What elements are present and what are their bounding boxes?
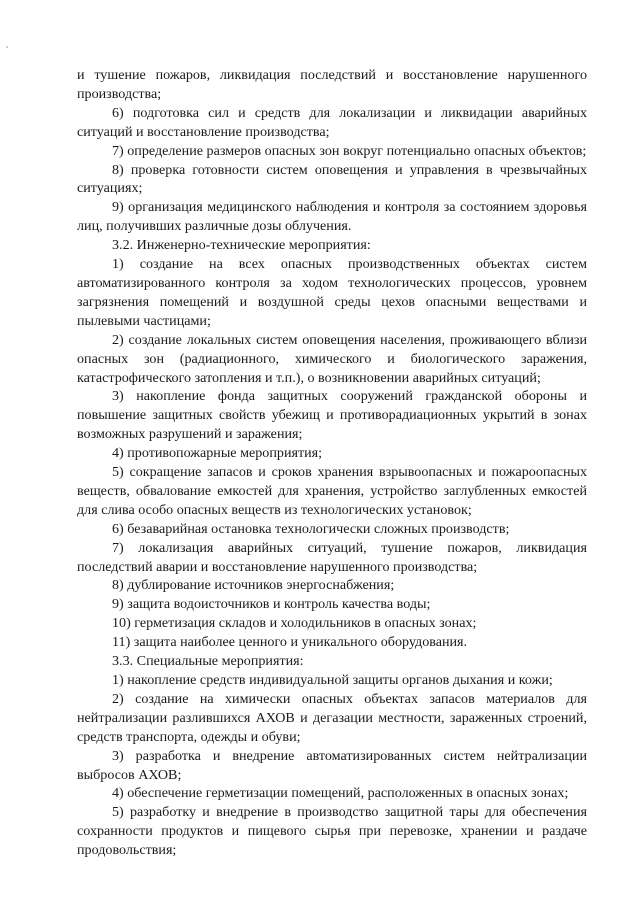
scan-artifact (6, 46, 8, 48)
paragraph-item: 2) создание на химически опасных объектах запасов материалов для нейтрализации разлившихся АХОВ и дегазации местности, зараженных строений, средств транспорта, одежды и обуви; (77, 690, 587, 745)
paragraph-item: 7) локализация аварийных ситуаций, тушение пожаров, ликвидация последствий аварии и восстановление нарушенного производства; (77, 539, 587, 575)
paragraph-item: 1) накопление средств индивидуальной защиты органов дыхания и кожи; (112, 672, 553, 688)
paragraph-item: 8) проверка готовности систем оповещения и управления в чрезвычайных ситуациях; (77, 161, 587, 197)
paragraph-continuation: и тушение пожаров, ликвидация последствий и восстановление нарушенного производства; (77, 67, 587, 102)
paragraph-item: 11) защита наиболее ценного и уникального оборудования. (112, 634, 468, 651)
section-heading: 3.3. Специальные мероприятия: (112, 653, 304, 670)
document-body (77, 66, 587, 860)
paragraph-item: 4) противопожарные мероприятия; (112, 445, 323, 462)
paragraph-item: 3) разработка и внедрение автоматизированных систем нейтрализации выбросов АХОВ; (77, 747, 587, 783)
paragraph-item: 4) обеспечение герметизации помещений, расположенных в опасных зонах; (112, 785, 569, 802)
paragraph-item: 10) герметизация складов и холодильников в опасных зонах; (112, 615, 477, 632)
paragraph-item: 8) дублирование источников энергоснабжения; (112, 577, 395, 594)
paragraph-item: 5) сокращение запасов и сроков хранения взрывоопасных и пожароопасных веществ, обвалование емкостей для хранения, устройство заглубленных емкостей для слива особо опасных веществ из технологических установок; (77, 464, 587, 518)
paragraph-item: 1) создание на всех опасных производственных объектах систем автоматизированного контроля за ходом технологических процессов, уровнем загрязнения помещений и воздушной среды цехов опасными веществами и пылевыми частицами; (77, 256, 587, 329)
paragraph-item: 6) безаварийная остановка технологически сложных производств; (112, 520, 510, 537)
paragraph-item: 9) организация медицинского наблюдения и контроля за состоянием здоровья лиц, получивших различные дозы облучения. (77, 199, 587, 235)
paragraph-item: 3) накопление фонда защитных сооружений гражданской обороны и повышение защитных свойств убежищ и противорадиационных укрытий в зонах возможных разрушений и заражения; (77, 388, 587, 443)
paragraph-item: 5) разработку и внедрение в производство защитной тары для обеспечения сохранности продуктов и пищевого сырья при перевозке, хранении и раздаче продовольствия; (77, 804, 587, 859)
paragraph-item: 9) защита водоисточников и контроль качества воды; (112, 596, 431, 613)
paragraph-item: 6) подготовка сил и средств для локализации и ликвидации аварийных ситуаций и восстановление производства; (77, 104, 587, 140)
paragraph-item: 2) создание локальных систем оповещения населения, проживающего вблизи опасных зон (радиационного, химического и биологического заражения, катастрофического затопления и т.п.), о возникновении аварийных ситуаций; (77, 331, 587, 386)
paragraph-item: 7) определение размеров опасных зон вокруг потенциально опасных объектов; (112, 142, 587, 159)
section-heading: 3.2. Инженерно-технические мероприятия: (112, 237, 371, 254)
